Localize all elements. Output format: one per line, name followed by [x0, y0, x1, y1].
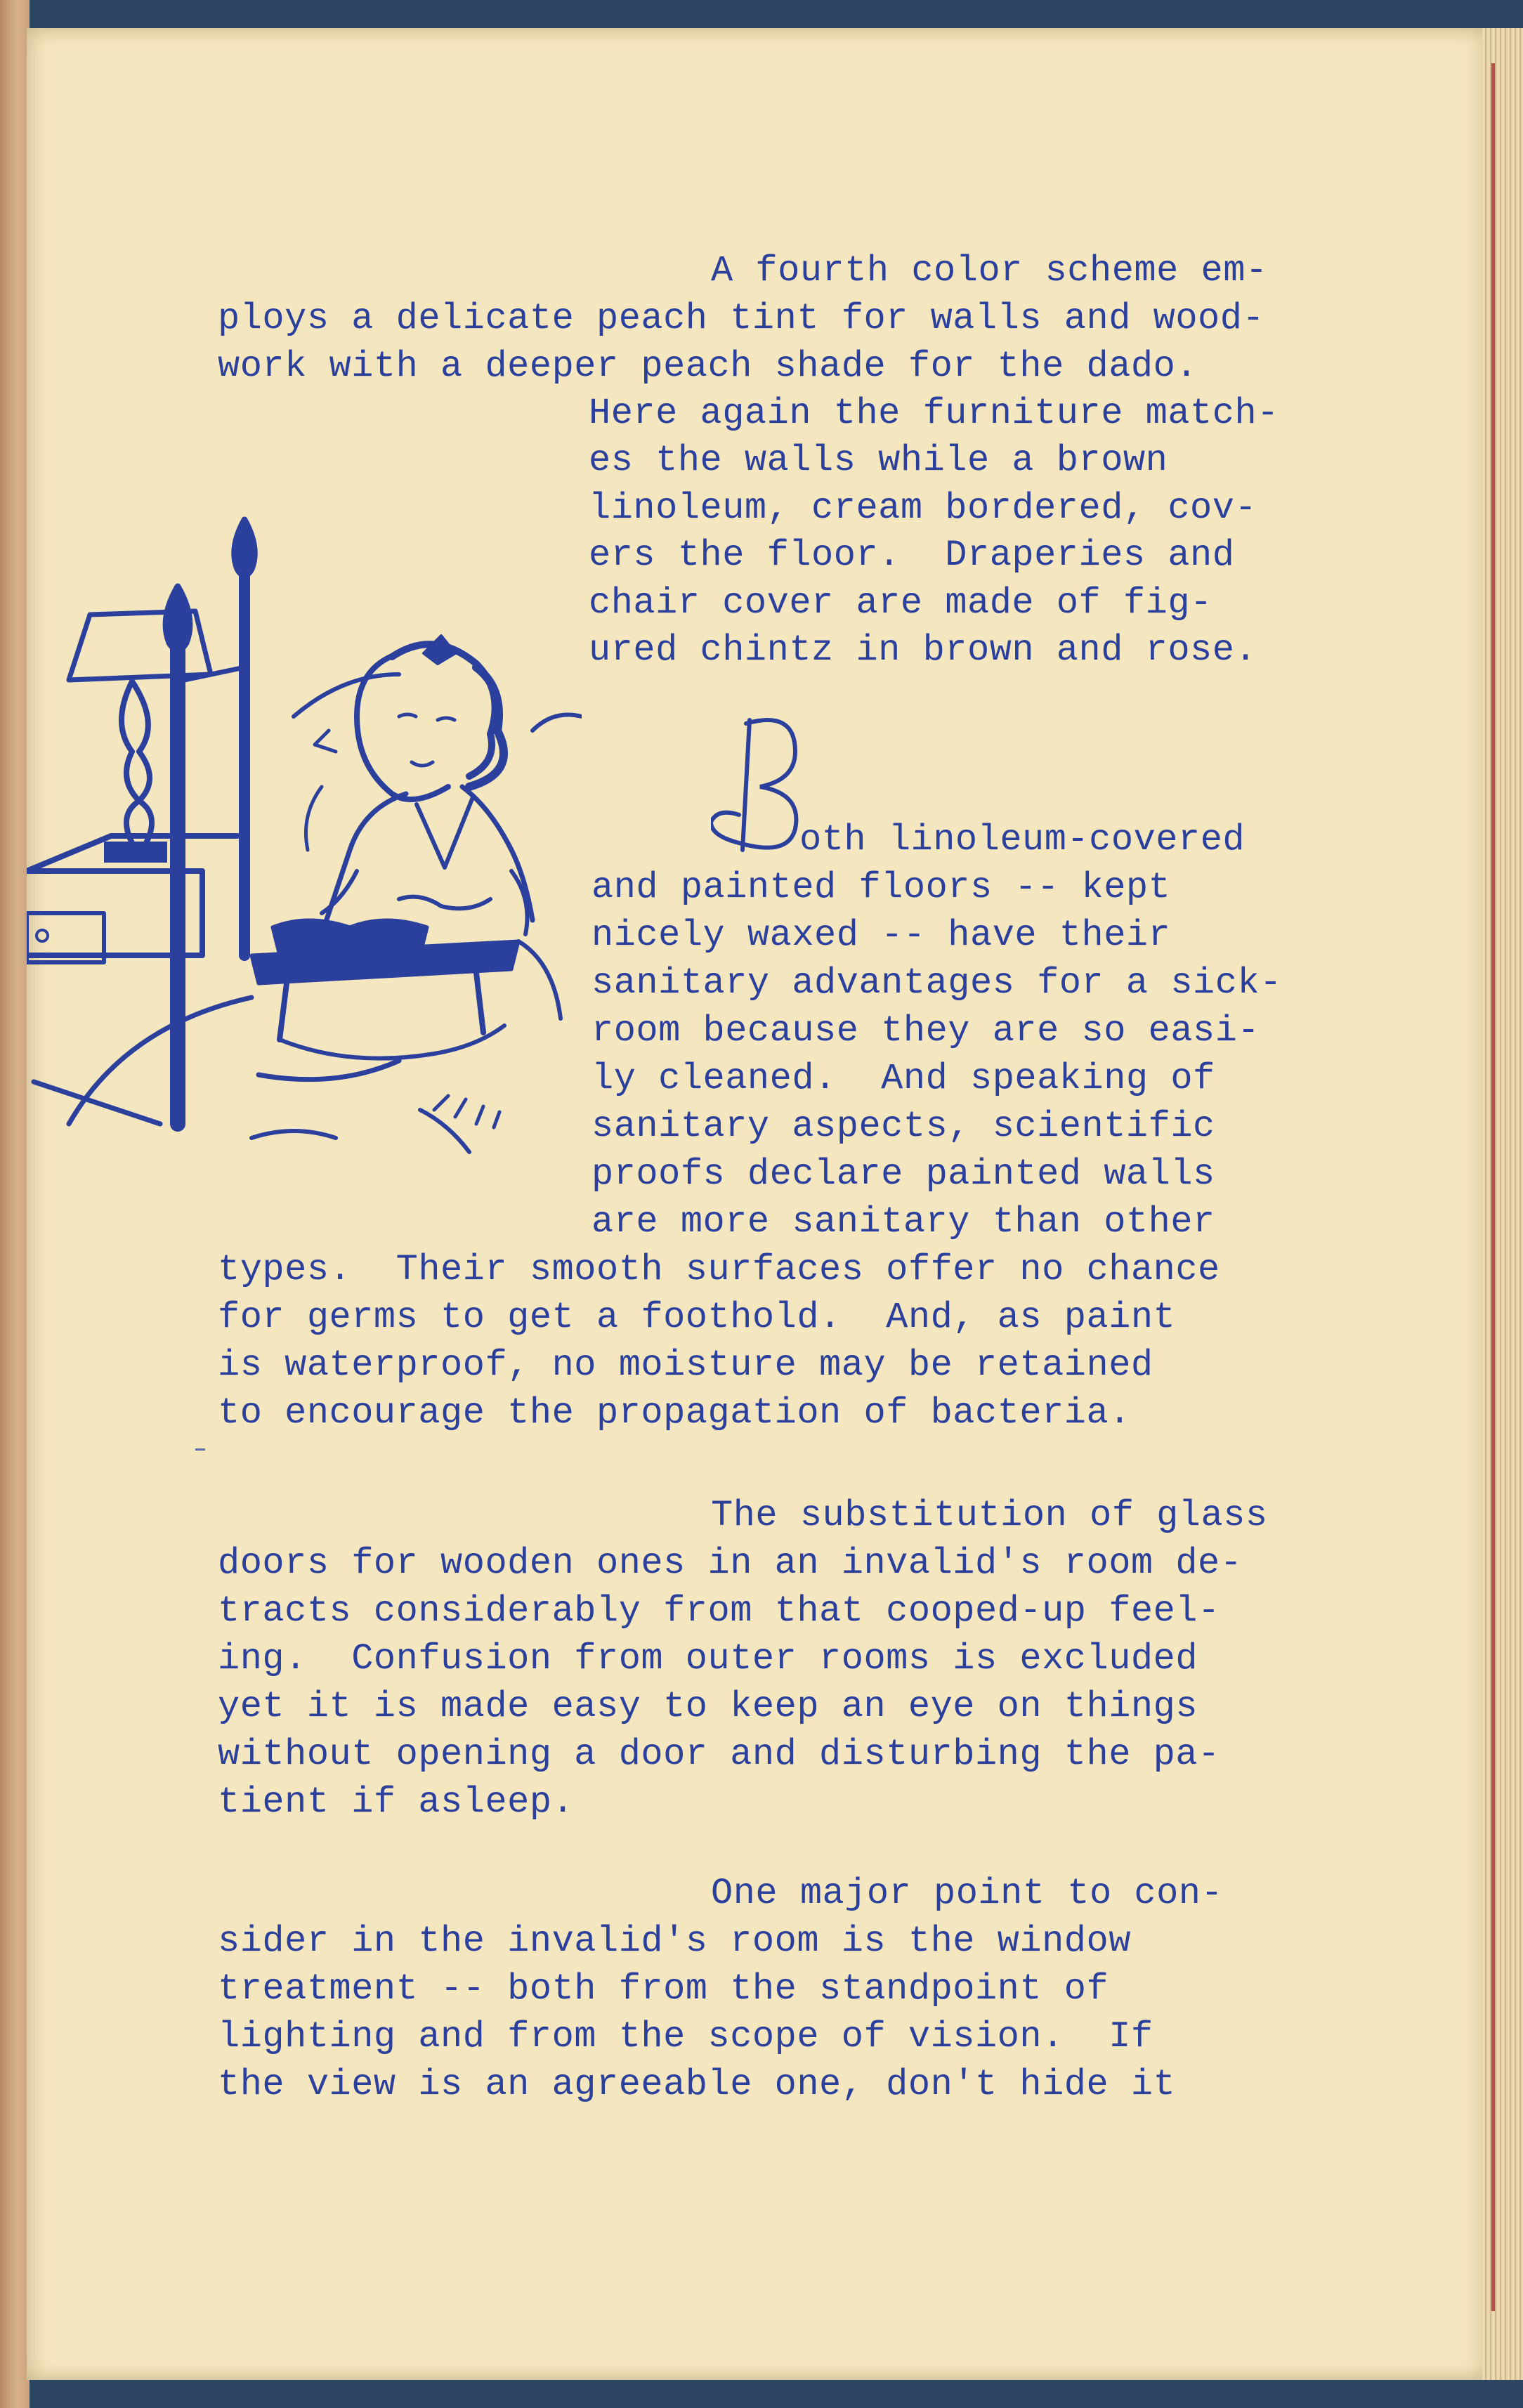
text-line: sanitary advantages for a sick-	[591, 962, 1282, 1004]
text-line: for germs to get a foothold. And, as paint	[218, 1297, 1176, 1338]
text-line: sider in the invalid's room is the window	[218, 1920, 1131, 1962]
text-line: linoleum, cream bordered, cov-	[589, 488, 1257, 529]
text-line: Here again the furniture match-	[589, 393, 1279, 434]
text-line: The substitution of glass	[711, 1495, 1268, 1536]
stray-mark	[195, 1448, 205, 1451]
page-edges	[1482, 28, 1523, 2380]
text-line: One major point to con-	[711, 1873, 1224, 1914]
text-line: treatment -- both from the standpoint of	[218, 1968, 1109, 2010]
text-line: tracts considerably from that cooped-up feel-	[218, 1590, 1220, 1632]
text-line: ly cleaned. And speaking of	[591, 1058, 1215, 1099]
text-line: without opening a door and disturbing the pa-	[218, 1734, 1220, 1775]
text-line: are more sanitary than other	[591, 1201, 1215, 1243]
text-line: sanitary aspects, scientific	[591, 1106, 1215, 1147]
book-binding	[0, 0, 30, 2408]
red-page-edge	[1491, 63, 1495, 2311]
text-line: lighting and from the scope of vision. If	[218, 2016, 1153, 2057]
dropcap-b	[711, 709, 802, 864]
text-line: tient if asleep.	[218, 1781, 575, 1823]
text-line: and painted floors -- kept	[591, 867, 1171, 908]
text-line: the view is an agreeable one, don't hide it	[218, 2064, 1176, 2105]
text-line: chair cover are made of fig-	[589, 582, 1212, 624]
text-line: nicely waxed -- have their	[591, 915, 1171, 956]
text-line: proofs declare painted walls	[591, 1153, 1215, 1195]
text-line: A fourth color scheme em-	[711, 250, 1268, 292]
text-line: es the walls while a brown	[589, 440, 1168, 481]
text-line: room because they are so easi-	[591, 1010, 1260, 1052]
text-line: yet it is made easy to keep an eye on things	[218, 1686, 1198, 1727]
text-line: doors for wooden ones in an invalid's room de-	[218, 1543, 1243, 1584]
text-line: ers the floor. Draperies and	[589, 535, 1235, 576]
text-line: is waterproof, no moisture may be retained	[218, 1344, 1153, 1386]
text-line: ing. Confusion from outer rooms is excluded	[218, 1638, 1198, 1680]
text-line: oth linoleum-covered	[799, 819, 1246, 861]
text-line: work with a deeper peach shade for the dado.	[218, 346, 1198, 387]
woman-reading-in-bed-illustration	[27, 506, 582, 1159]
text-line: ured chintz in brown and rose.	[589, 629, 1257, 671]
dropcap-letter: B	[725, 857, 726, 858]
text-line: types. Their smooth surfaces offer no chance	[218, 1249, 1220, 1290]
text-line: to encourage the propagation of bacteria.	[218, 1392, 1131, 1434]
text-line: ploys a delicate peach tint for walls and wood-	[218, 298, 1265, 339]
